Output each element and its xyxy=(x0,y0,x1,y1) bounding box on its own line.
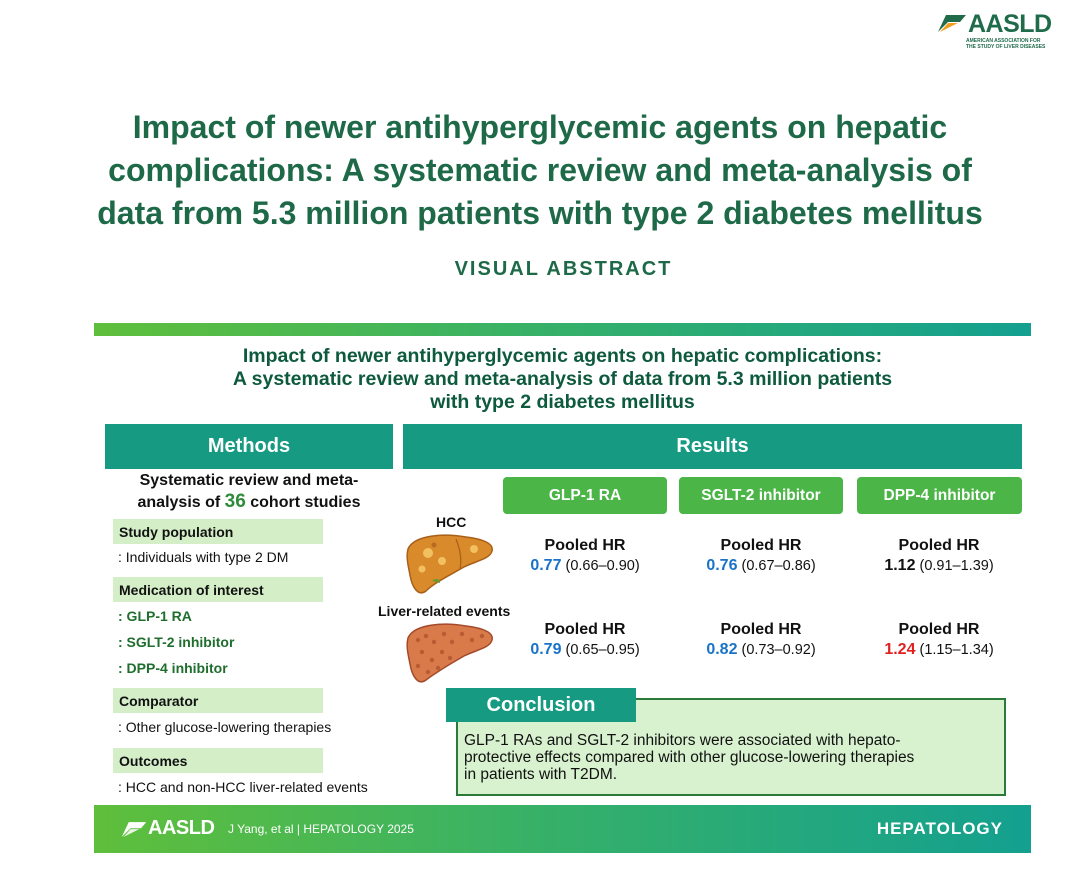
outcomes-text: : HCC and non-HCC liver-related events xyxy=(118,779,368,795)
aasld-logo xyxy=(936,10,1052,52)
footer-citation: J Yang, et al | HEPATOLOGY 2025 xyxy=(228,822,414,836)
hcc-pooled-hr-dpp4: Pooled HR 1.12 (0.91–1.39) xyxy=(884,537,994,574)
conclusion-text: GLP-1 RAs and SGLT-2 inhibitors were associated with hepato- protective effects compared with other glucose-lowering therapies in patients with T2DM. xyxy=(464,732,915,783)
top-gradient-bar xyxy=(94,323,1031,336)
drug-header-sglt2: SGLT-2 inhibitor xyxy=(679,477,843,514)
footer-logo-mark-icon xyxy=(120,819,148,841)
conclusion-label: Conclusion xyxy=(446,688,636,722)
results-header: Results xyxy=(403,424,1022,469)
methods-header: Methods xyxy=(105,424,393,469)
hr-ci: (0.67–0.86) xyxy=(741,558,816,574)
liver-related-events-label: Liver-related events xyxy=(378,603,511,619)
footer-journal: HEPATOLOGY xyxy=(876,819,1003,838)
hcc-label: HCC xyxy=(436,514,467,530)
footer-bar xyxy=(94,805,1031,853)
aasld-logo-text: AASLD xyxy=(968,10,1052,38)
aasld-logo-mark-icon xyxy=(936,12,968,36)
hr-ci: (1.15–1.34) xyxy=(919,642,994,658)
medication-item: : SGLT-2 inhibitor xyxy=(118,634,235,650)
lre-pooled-hr-sglt2: Pooled HR 0.82 (0.73–0.92) xyxy=(706,621,816,658)
study-count: 36 xyxy=(224,491,246,512)
study-population-text: : Individuals with type 2 DM xyxy=(118,549,289,565)
hr-value: 0.79 xyxy=(530,641,562,658)
hr-value: 1.24 xyxy=(884,641,916,658)
hr-value: 0.82 xyxy=(706,641,738,658)
hr-ci: (0.73–0.92) xyxy=(741,642,816,658)
medication-item: : GLP-1 RA xyxy=(118,608,192,624)
footer-logo-text: AASLD xyxy=(148,817,215,839)
hcc-pooled-hr-glp1: Pooled HR 0.77 (0.66–0.90) xyxy=(530,537,640,574)
comparator-text: : Other glucose-lowering therapies xyxy=(118,719,332,735)
visual-abstract-label: VISUAL ABSTRACT xyxy=(454,258,673,280)
hr-ci: (0.91–1.39) xyxy=(919,558,994,574)
visual-abstract-card xyxy=(94,323,1031,853)
methods-summary: Systematic review and meta- analysis of 36 cohort studies xyxy=(137,472,361,512)
study-population-label: Study population xyxy=(113,519,323,544)
hr-value: 1.12 xyxy=(884,557,916,574)
hr-ci: (0.65–0.95) xyxy=(565,642,640,658)
drug-header-glp1: GLP-1 RA xyxy=(503,477,667,514)
liver-cirrhotic-icon xyxy=(404,620,496,686)
outcomes-label: Outcomes xyxy=(113,748,323,773)
lre-pooled-hr-dpp4: Pooled HR 1.24 (1.15–1.34) xyxy=(884,621,994,658)
liver-hcc-icon xyxy=(404,531,496,595)
footer-aasld-logo xyxy=(120,817,215,841)
card-title: Impact of newer antihyperglycemic agents on hepatic complications: A systematic review and meta-analysis of data from 5.3 million patients with type 2 diabetes mellitus xyxy=(232,345,893,413)
lre-pooled-hr-glp1: Pooled HR 0.79 (0.65–0.95) xyxy=(530,621,640,658)
drug-header-dpp4: DPP-4 inhibitor xyxy=(857,477,1022,514)
hr-ci: (0.66–0.90) xyxy=(565,558,640,574)
medication-label: Medication of interest xyxy=(113,577,323,602)
hcc-pooled-hr-sglt2: Pooled HR 0.76 (0.67–0.86) xyxy=(706,537,816,574)
comparator-label: Comparator xyxy=(113,688,323,713)
hr-value: 0.77 xyxy=(530,557,562,574)
hr-value: 0.76 xyxy=(706,557,738,574)
aasld-logo-tagline: AMERICAN ASSOCIATION FOR THE STUDY OF LIVER DISEASES xyxy=(966,38,1046,50)
main-title: Impact of newer antihyperglycemic agents on hepatic complications: A systematic review and meta-analysis of data from 5.3 million patients with type 2 diabetes mellitus xyxy=(97,109,983,231)
medication-item: : DPP-4 inhibitor xyxy=(118,660,228,676)
